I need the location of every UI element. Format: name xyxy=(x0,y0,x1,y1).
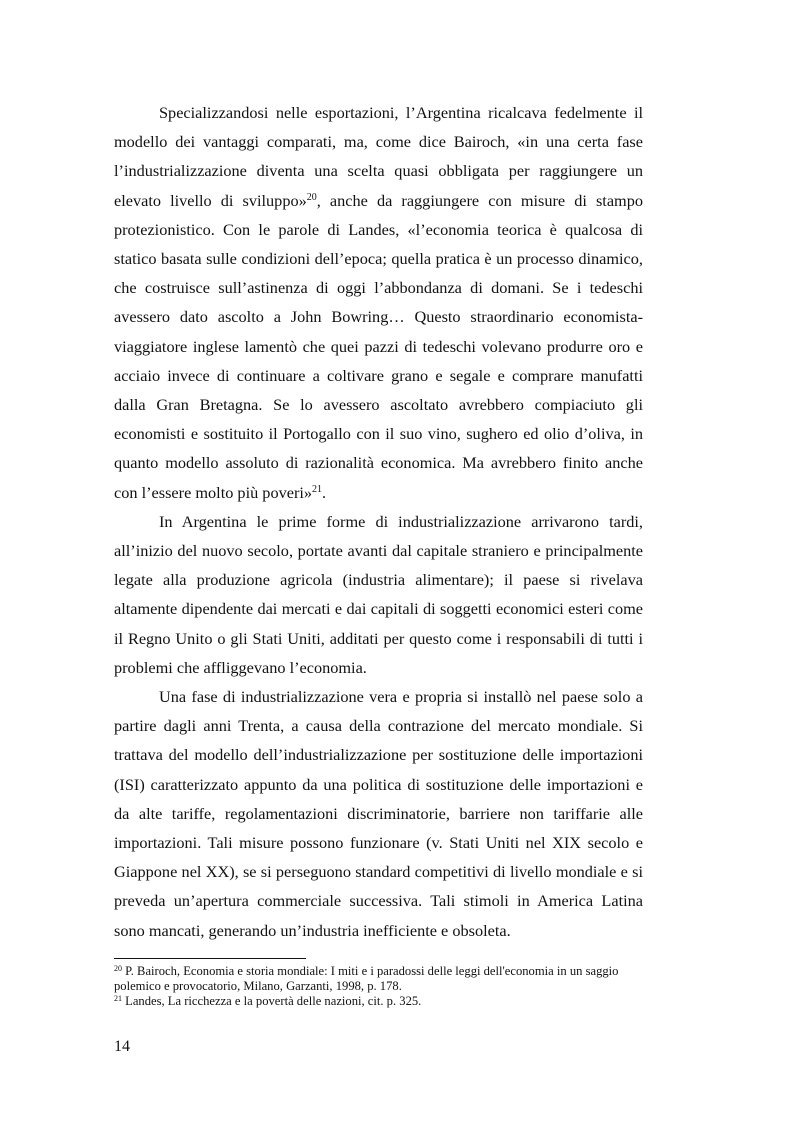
body-text xyxy=(114,98,643,945)
footnote-number: 21 xyxy=(114,994,122,1003)
footnote-separator xyxy=(114,958,306,959)
paragraph-2: In Argentina le prime forme di industrializzazione arrivarono tardi, all’inizio del nuovo secolo, portate avanti dal capitale straniero e principalmente legate alla produzione agricola (industria alimentare); il paese si rivelava altamente dipendente dai mercati e dai capitali di soggetti economici esteri come il Regno Unito o gli Stati Uniti, additati per questo come i responsabili di tutti i problemi che affliggevano l’economia. xyxy=(114,511,643,677)
paragraph-1-text: Specializzandosi nelle esportazioni, l’Argentina ricalcava fedelmente il modello dei vantaggi comparati, ma, come dice Bairoch, «in una certa fase l’industrializzazione diventa una scelta quasi obbligata per raggiungere un elevato livello di sviluppo» xyxy=(114,103,643,210)
footnote-20 xyxy=(114,964,646,994)
paragraph-1-text-end: . xyxy=(322,482,327,502)
footnotes xyxy=(114,964,646,1009)
footnote-ref-20[interactable]: 20 xyxy=(306,191,317,203)
footnote-ref-21[interactable]: 21 xyxy=(312,483,323,495)
footnote-21 xyxy=(114,994,646,1009)
paragraph-3: Una fase di industrializzazione vera e propria si installò nel paese solo a partire dagli anni Trenta, a causa della contrazione del mercato mondiale. Si trattava del modello dell’industrializzazione per sostituzione delle importazioni (ISI) caratterizzato appunto da una politica di sostituzione delle importazioni e da alte tariffe, regolamentazioni discriminatorie, barriere non tariffarie alle importazioni. Tali misure possono funzionare (v. Stati Uniti nel XIX secolo e Giappone nel XX), se si perseguono standard competitivi di livello mondiale e si preveda un’apertura commerciale successiva. Tali stimoli in America Latina sono mancati, generando un’industria inefficiente e obsoleta. xyxy=(114,687,643,940)
footnote-text: P. Bairoch, Economia e storia mondiale: I miti e i paradossi delle leggi dell'economia in un saggio polemico e provocatorio, Milano, Garzanti, 1998, p. 178. xyxy=(114,964,619,993)
footnote-number: 20 xyxy=(114,964,122,973)
paragraph-1-text-cont: , anche da raggiungere con misure di stampo protezionistico. Con le parole di Landes, «l’economia teorica è qualcosa di statico basata sulle condizioni dell’epoca; quella pratica è un processo dinamico, che costruisce sull’astinenza di oggi l’abbondanza di domani. Se i tedeschi avessero dato ascolto a John Bowring… Questo straordinario economista-viaggiatore inglese lamentò che quei pazzi di tedeschi volevano produrre oro e acciaio invece di continuare a coltivare grano e segale e comprare manufatti dalla Gran Bretagna. Se lo avessero ascoltato avrebbero compiaciuto gli economisti e sostituito il Portogallo con il suo vino, sughero ed olio d’oliva, in quanto modello assoluto di razionalità economica. Ma avrebbero finito anche con l’essere molto più poveri» xyxy=(114,190,643,502)
footnote-text: Landes, La ricchezza e la povertà delle nazioni, cit. p. 325. xyxy=(122,994,422,1008)
page-number: 14 xyxy=(114,1038,130,1055)
paragraph-1 xyxy=(114,98,643,507)
